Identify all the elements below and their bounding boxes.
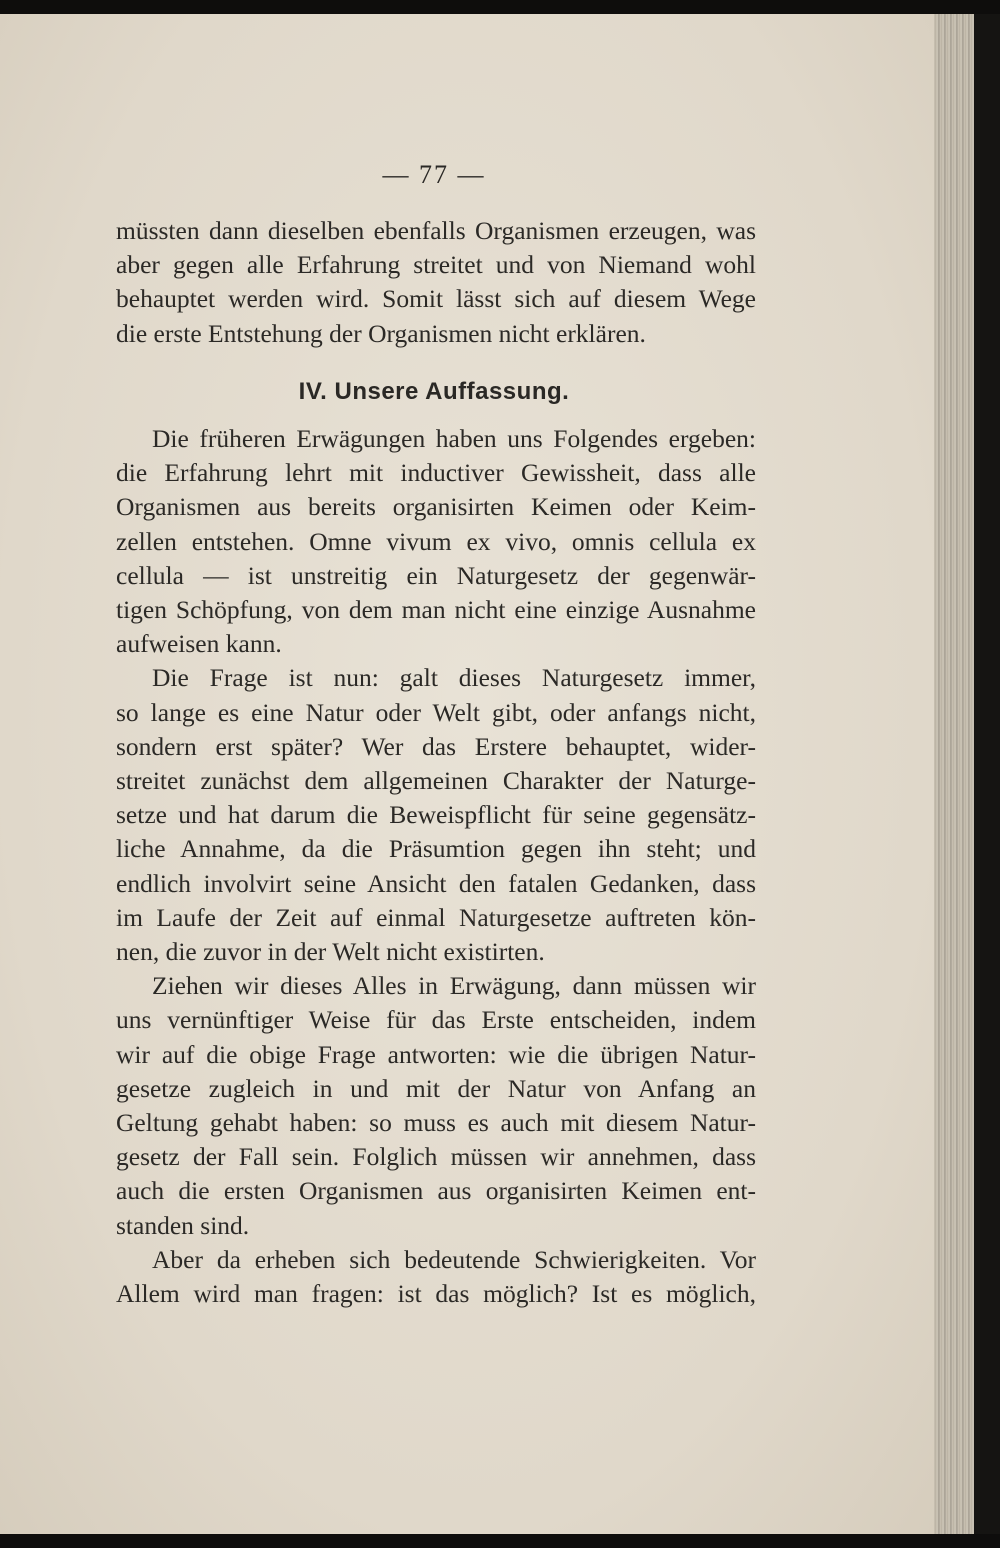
text-line: die erste Entstehung der Organismen nicht erklären. xyxy=(116,318,646,348)
text-line: nen, die zuvor in der Welt nicht existirten. xyxy=(116,937,545,967)
text-line: behauptet werden wird. Somit lässt sich auf diesem Wege xyxy=(116,284,756,314)
text-line: liche Annahme, da die Präsumtion gegen ihn steht; und xyxy=(116,834,756,864)
text-line: streitet zunächst dem allgemeinen Charakter der Naturge- xyxy=(116,766,756,796)
text-line: Geltung gehabt haben: so muss es auch mit diesem Natur- xyxy=(116,1108,756,1138)
text-line: aufweisen kann. xyxy=(116,629,282,659)
text-line: uns vernünftiger Weise für das Erste entscheiden, indem xyxy=(116,1005,756,1035)
text-line: Die früheren Erwägungen haben uns Folgendes ergeben: xyxy=(152,424,756,453)
text-line: Organismen aus bereits organisirten Keimen oder Keim- xyxy=(116,492,756,522)
text-line: Aber da erheben sich bedeutende Schwierigkeiten. Vor xyxy=(152,1244,756,1274)
text-line: die Erfahrung lehrt mit inductiver Gewissheit, dass alle xyxy=(116,458,756,488)
text-line: so lange es eine Natur oder Welt gibt, oder anfangs nicht, xyxy=(116,697,756,727)
text-line: sondern erst später? Wer das Erstere behauptet, wider- xyxy=(116,731,756,761)
intro-paragraph xyxy=(116,214,756,351)
text-line: setze und hat darum die Beweispflicht für seine gegensätz- xyxy=(116,800,756,830)
text-line: gesetze zugleich in und mit der Natur von Anfang an xyxy=(116,1073,756,1103)
text-line: gesetz der Fall sein. Folglich müssen wir annehmen, dass xyxy=(116,1142,756,1172)
text-line: standen sind. xyxy=(116,1210,250,1240)
text-line: wir auf die obige Frage antworten: wie die übrigen Natur- xyxy=(116,1039,756,1069)
page-shadow xyxy=(974,14,1000,1534)
text-line: endlich involvirt seine Ansicht den fatalen Gedanken, dass xyxy=(116,868,756,898)
text-line: Ziehen wir dieses Alles in Erwägung, dann müssen wir xyxy=(152,971,756,1001)
page-number: — 77 — xyxy=(382,160,486,189)
text-line: zellen entstehen. Omne vivum ex vivo, omnis cellula ex xyxy=(116,526,756,556)
text-line: Allem wird man fragen: ist das möglich? Ist es möglich, xyxy=(116,1279,756,1309)
text-line: tigen Schöpfung, von dem man nicht eine einzige Ausnahme xyxy=(116,595,756,625)
text-line: im Laufe der Zeit auf einmal Naturgesetze auftreten kön- xyxy=(116,902,756,932)
page-edges xyxy=(934,14,974,1534)
text-line: müssten dann dieselben ebenfalls Organismen erzeugen, was xyxy=(116,216,756,245)
text-line: aber gegen alle Erfahrung streitet und von Niemand wohl xyxy=(116,250,756,280)
section-heading: IV. Unsere Auffassung. xyxy=(298,378,570,405)
text-line: cellula — ist unstreitig ein Naturgesetz der gegenwär- xyxy=(116,560,756,590)
text-line: auch die ersten Organismen aus organisirten Keimen ent- xyxy=(116,1176,756,1206)
body-text xyxy=(116,422,756,1311)
text-line: Die Frage ist nun: galt dieses Naturgesetz immer, xyxy=(152,663,756,693)
